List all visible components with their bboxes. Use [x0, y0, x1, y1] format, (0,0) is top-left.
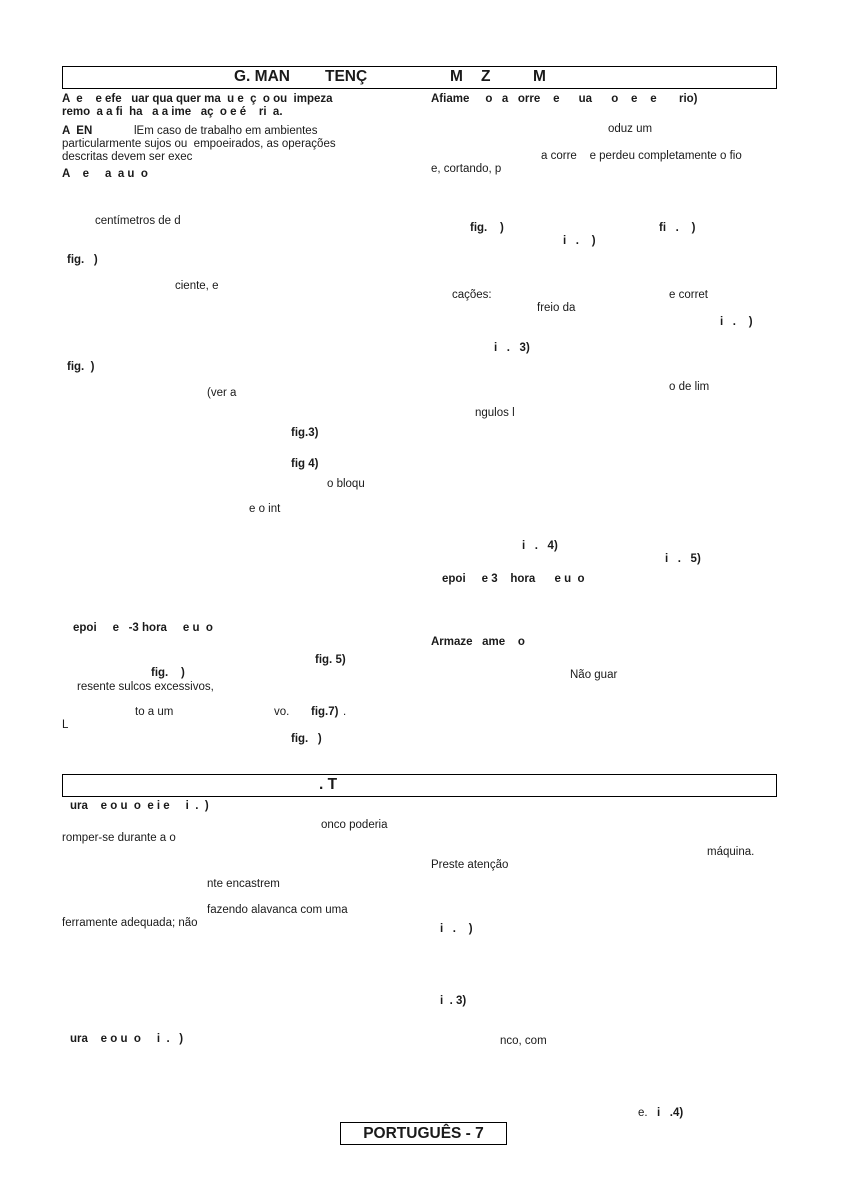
text-line: epoi e -3 hora e u o	[73, 622, 213, 634]
page-footer-language: PORTUGUÊS - 7	[340, 1122, 507, 1145]
figure-ref: i . 4)	[522, 540, 558, 552]
text-line: A EN	[62, 125, 93, 137]
text-line: centímetros de d	[95, 215, 181, 227]
section-g-header	[62, 66, 777, 89]
text-line: oduz um	[608, 123, 653, 135]
text-line: nte encastrem	[207, 878, 280, 890]
text-line: ura e o u o e i e i . )	[70, 800, 209, 812]
text-line: o de lim	[669, 381, 710, 393]
section-g-title-part: TENÇ	[325, 68, 368, 85]
text-line: (ver a	[207, 387, 237, 399]
text-line: to a um	[135, 706, 174, 718]
text-line: o bloqu	[327, 478, 365, 490]
figure-ref: fig. )	[67, 254, 98, 266]
figure-ref: fig. )	[291, 733, 322, 745]
text-line: Preste atenção	[431, 859, 509, 871]
text-line: máquina.	[707, 846, 755, 858]
figure-ref: i . )	[563, 235, 596, 247]
text-line: vo.	[274, 706, 290, 718]
figure-ref: i . 3)	[440, 995, 467, 1007]
text-line: A e a a u o	[62, 168, 148, 180]
text-line: epoi e 3 hora e u o	[442, 573, 585, 585]
subheading: Armaze ame o	[431, 636, 525, 648]
text-line: e, cortando, p	[431, 163, 502, 175]
text-line: ciente, e	[175, 280, 219, 292]
text-line: onco poderia	[321, 819, 388, 831]
figure-ref: i .4)	[657, 1107, 684, 1119]
text-line: L	[62, 719, 69, 731]
text-line: a corre e perdeu completamente o fio	[541, 150, 742, 162]
text-line: resente sulcos excessivos,	[77, 681, 214, 693]
figure-ref: i . )	[720, 316, 753, 328]
text-line: e.	[638, 1107, 648, 1119]
text-line: cações:	[452, 289, 492, 301]
section-g-title-part: G. MAN	[234, 68, 290, 85]
text-line: nco, com	[500, 1035, 547, 1047]
text-line: ngulos l	[475, 407, 515, 419]
section-g-title-part: M	[533, 68, 546, 85]
figure-ref: fig.7)	[311, 706, 339, 718]
text-line: Afiame o a orre e ua o e e rio)	[431, 93, 698, 105]
text-line: e o int	[249, 503, 281, 515]
figure-ref: fig. )	[470, 222, 504, 234]
figure-ref: fig 4)	[291, 458, 319, 470]
text-line: freio da	[537, 302, 576, 314]
figure-ref: i . 3)	[494, 342, 530, 354]
figure-ref: fi . )	[659, 222, 696, 234]
text-line: A e e efe uar qua quer ma u e ç o ou impeza	[62, 93, 333, 105]
text-line: descritas devem ser exec	[62, 151, 193, 163]
text-line: ferramente adequada; não	[62, 917, 198, 929]
text-line: Não guar	[570, 669, 618, 681]
figure-ref: i . )	[440, 923, 473, 935]
section-g-title-part: Z	[481, 68, 491, 85]
section-h-title: . T	[319, 776, 338, 793]
text-line: ura e o u o i . )	[70, 1033, 184, 1045]
figure-ref: fig. )	[67, 361, 95, 373]
figure-ref: i . 5)	[665, 553, 701, 565]
section-g-title-part: M	[450, 68, 463, 85]
figure-ref: fig.3)	[291, 427, 319, 439]
section-h-header	[62, 774, 777, 797]
text-line: lEm caso de trabalho em ambientes	[134, 125, 318, 137]
text-line: fazendo alavanca com uma	[207, 904, 348, 916]
text-line: .	[343, 706, 347, 718]
text-line: e corret	[669, 289, 708, 301]
figure-ref: fig. 5)	[315, 654, 346, 666]
text-line: romper-se durante a o	[62, 832, 176, 844]
figure-ref: fig. )	[151, 667, 185, 679]
text-line: remo a a fi ha a a ime aç o e é ri a.	[62, 106, 283, 118]
text-line: particularmente sujos ou empoeirados, as operações	[62, 138, 336, 150]
